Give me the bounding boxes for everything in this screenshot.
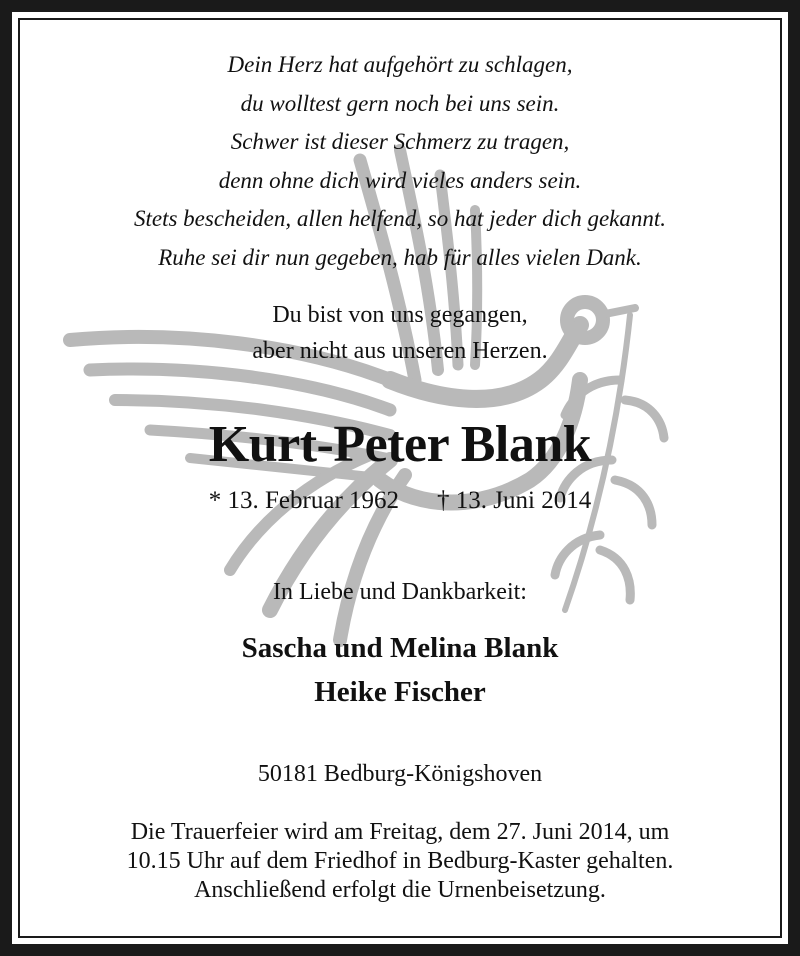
location: 50181 Bedburg-Königshoven — [257, 761, 543, 787]
life-dates — [20, 483, 780, 519]
poem-line: denn ohne dich wird vieles anders sein. — [218, 167, 582, 193]
ceremony-line: Die Trauerfeier wird am Freitag, dem 27. Juni 2014, um — [130, 819, 670, 845]
poem-line: Schwer ist dieser Schmerz zu tragen, — [230, 129, 570, 154]
intro-text — [20, 297, 780, 369]
poem — [20, 46, 780, 277]
poem-line: Ruhe sei dir nun gegeben, hab für alles vielen Dank. — [158, 244, 642, 270]
ceremony-line: Anschließend erfolgt die Urnenbeisetzung. — [194, 877, 606, 903]
intro-line: aber nicht aus unseren Herzen. — [252, 338, 548, 364]
poem-line: Dein Herz hat aufgehört zu schlagen, — [227, 52, 573, 77]
poem-line: du wolltest gern noch bei uns sein. — [240, 90, 560, 116]
birth-date: * 13. Februar 1962 — [208, 487, 400, 514]
intro-line: Du bist von uns gegangen, — [272, 302, 528, 328]
mourners — [20, 626, 780, 714]
ceremony-info — [20, 818, 780, 905]
deceased-name: Kurt-Peter Blank — [208, 416, 592, 473]
dedication: In Liebe und Dankbarkeit: — [273, 579, 527, 605]
mourner-name: Heike Fischer — [314, 676, 486, 708]
poem-line: Stets bescheiden, allen helfend, so hat jeder dich gekannt. — [133, 206, 667, 231]
ceremony-line: 10.15 Uhr auf dem Friedhof in Bedburg-Kaster gehalten. — [126, 848, 674, 874]
mourner-name: Sascha und Melina Blank — [241, 632, 559, 664]
death-date: † 13. Juni 2014 — [437, 487, 592, 514]
